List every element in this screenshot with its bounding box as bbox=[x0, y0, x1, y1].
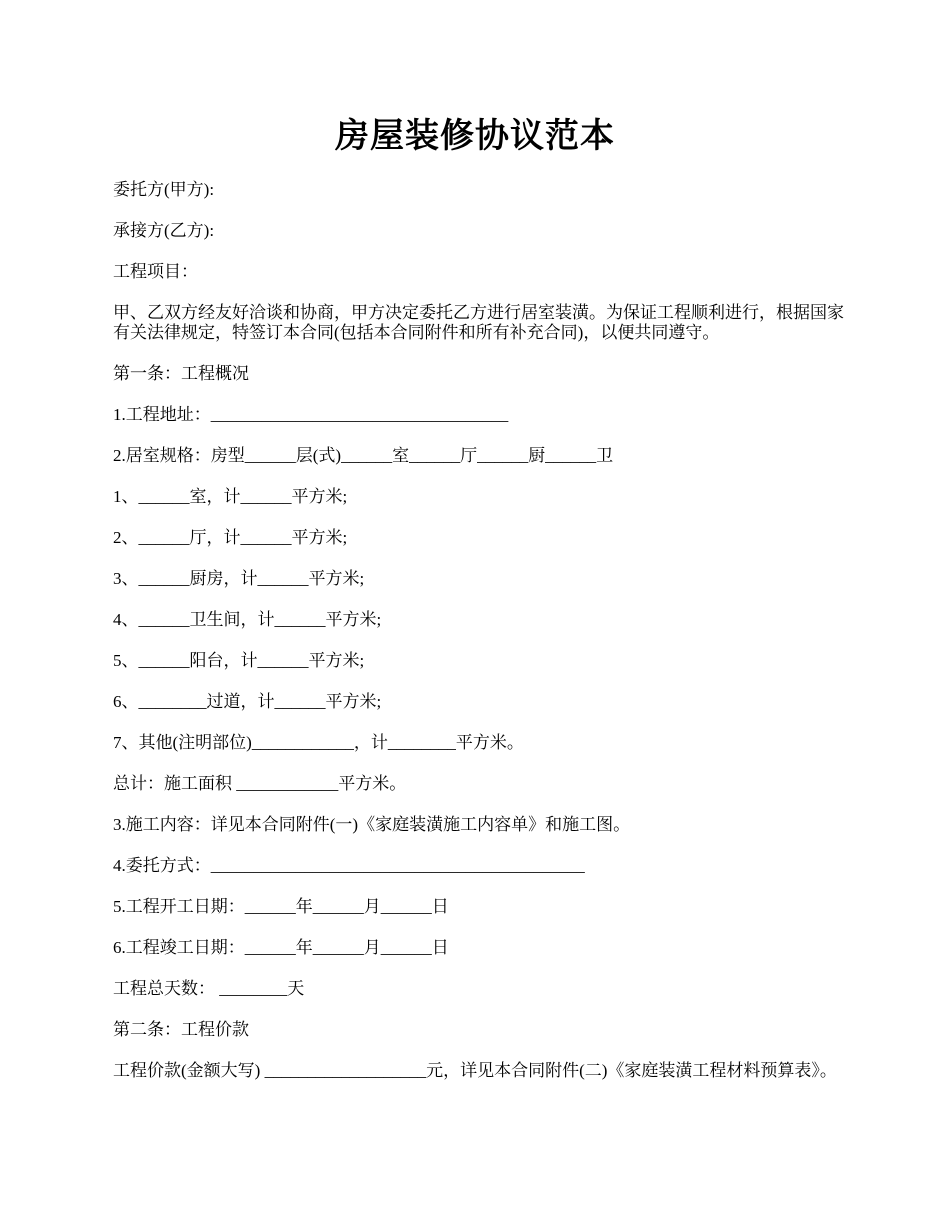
project-line: 工程项目： bbox=[113, 262, 198, 281]
total-area-line: 总计：施工面积 ____________平方米。 bbox=[113, 774, 407, 793]
preamble-paragraph: 甲、乙双方经友好洽谈和协商，甲方决定委托乙方进行居室装潢。为保证工程顺利进行，根据国家有关法律规定，特签订本合同(包括本合同附件和所有补充合同)，以便共同遵守。 bbox=[113, 303, 844, 342]
start-date-line: 5.工程开工日期：______年______月______日 bbox=[113, 897, 449, 916]
completion-date-line: 6.工程竣工日期：______年______月______日 bbox=[113, 938, 449, 957]
construction-content-line: 3.施工内容：详见本合同附件(一)《家庭装潢施工内容单》和施工图。 bbox=[113, 815, 631, 834]
document-title: 房屋装修协议范本 bbox=[335, 118, 615, 155]
commission-method-line: 4.委托方式：____________________________________________ bbox=[113, 856, 585, 875]
price-paragraph: 工程价款(金额大写) ___________________元，详见本合同附件(二)《家庭装潢工程材料预算表》。 bbox=[113, 1061, 837, 1080]
project-address-line: 1.工程地址：___________________________________ bbox=[113, 405, 509, 424]
room-spec-line: 2.居室规格：房型______层(式)______室______厅______厨______卫 bbox=[113, 446, 614, 465]
room-item-hall: 2、______厅，计______平方米; bbox=[113, 528, 348, 547]
room-item-corridor: 6、________过道，计______平方米; bbox=[113, 692, 382, 711]
room-item-bedroom: 1、______室，计______平方米; bbox=[113, 487, 348, 506]
article-2-heading: 第二条：工程价款 bbox=[113, 1020, 249, 1039]
room-item-other: 7、其他(注明部位)____________，计________平方米。 bbox=[113, 733, 524, 752]
document-body bbox=[113, 180, 853, 1102]
room-item-kitchen: 3、______厨房，计______平方米; bbox=[113, 569, 365, 588]
article-1-heading: 第一条：工程概况 bbox=[113, 364, 249, 383]
total-days-line: 工程总天数： ________天 bbox=[113, 979, 305, 998]
room-item-balcony: 5、______阳台，计______平方米; bbox=[113, 651, 365, 670]
party-a-line: 委托方(甲方): bbox=[113, 180, 215, 199]
room-item-bathroom: 4、______卫生间，计______平方米; bbox=[113, 610, 382, 629]
party-b-line: 承接方(乙方): bbox=[113, 221, 215, 240]
